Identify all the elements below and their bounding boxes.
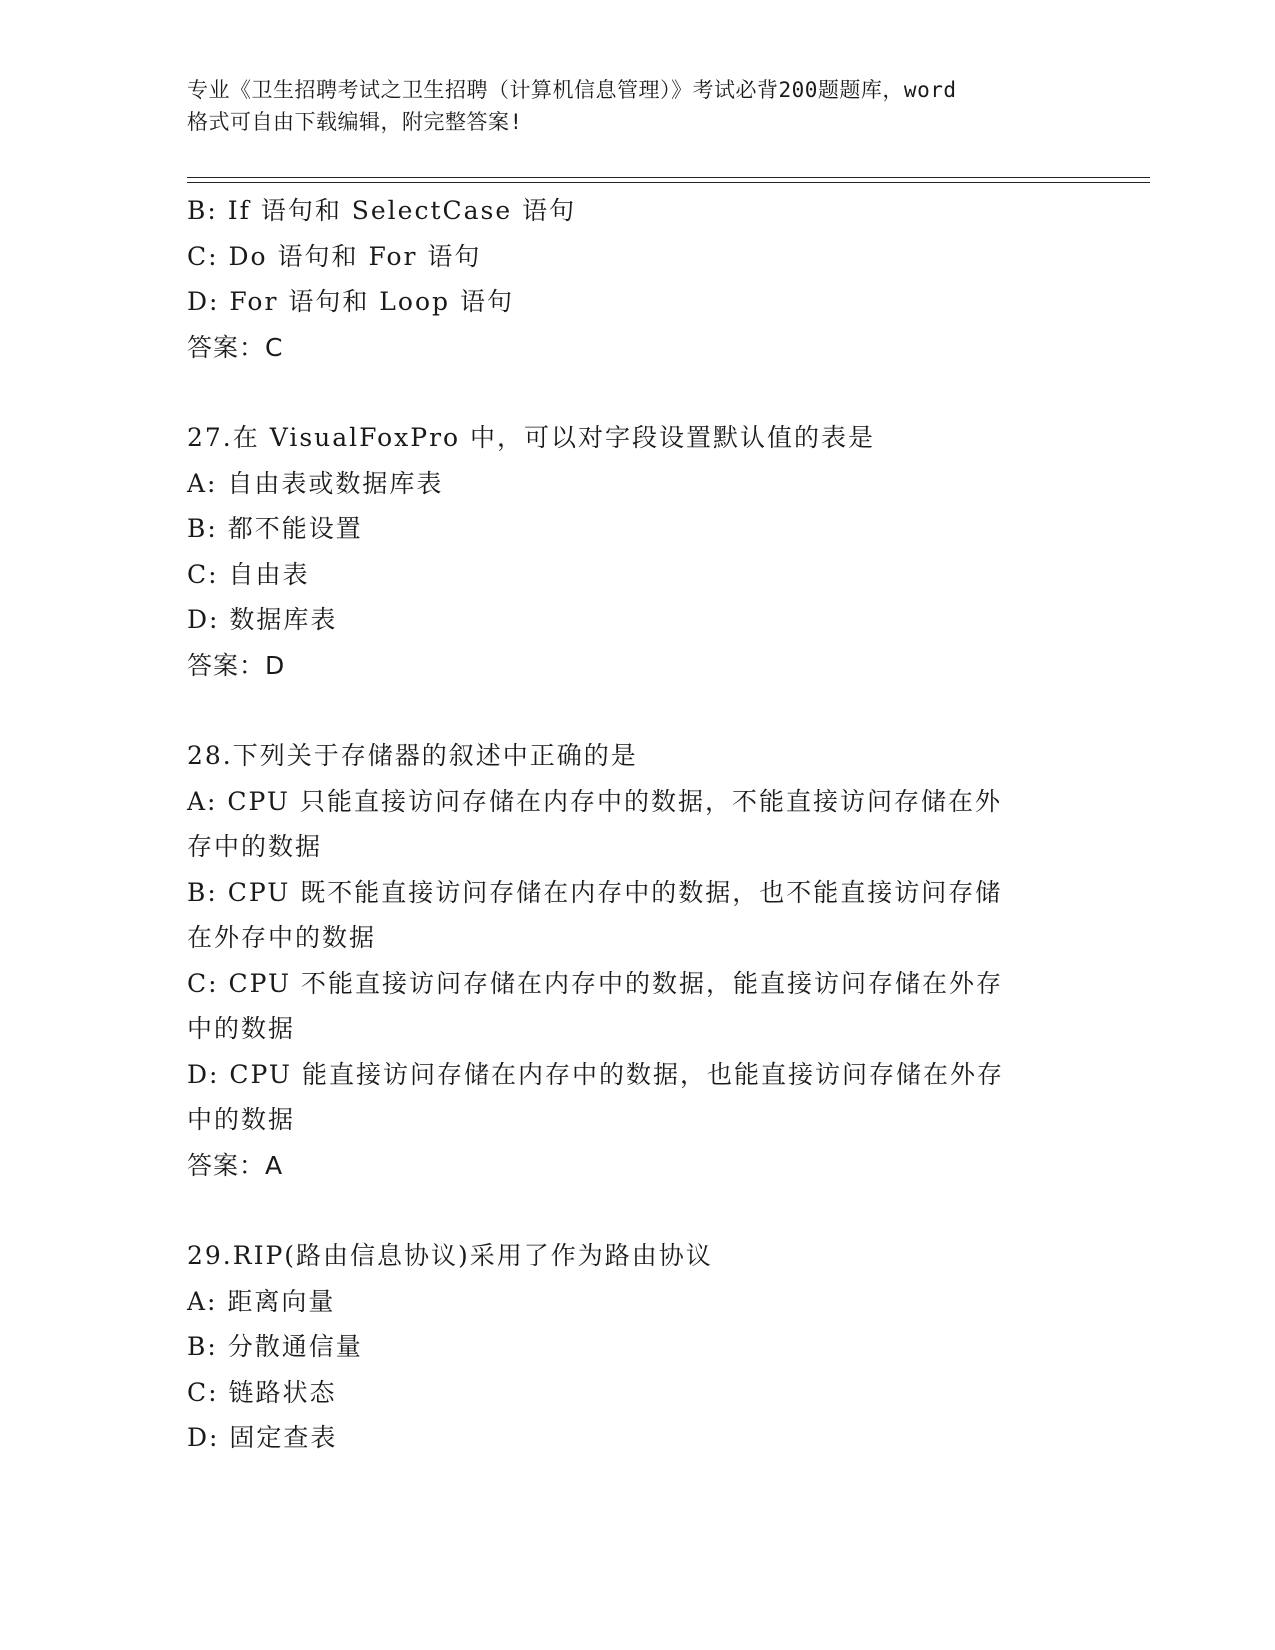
- option-d: D: 数据库表: [187, 605, 338, 634]
- answer-label: 答案：C: [187, 332, 284, 362]
- document-header: [187, 74, 1087, 138]
- spacer: [187, 370, 1087, 415]
- option-a: A: 自由表或数据库表: [187, 468, 444, 498]
- question-block-27: [187, 415, 1087, 688]
- option-b: B: If 语句和 SelectCase 语句: [187, 196, 577, 225]
- option-c: C: 自由表: [187, 559, 310, 589]
- answer-label: 答案：D: [187, 650, 286, 680]
- spacer: [187, 1188, 1087, 1233]
- option-d: D: CPU 能直接访问存储在内存中的数据，也能直接访问存储在外存中的数据: [187, 1059, 1004, 1134]
- header-line-2: 格式可自由下载编辑，附完整答案!: [187, 110, 523, 134]
- header-divider-top: [187, 177, 1150, 178]
- question-block-28: [187, 733, 1027, 1188]
- question-text: 28.下列关于存储器的叙述中正确的是: [187, 741, 638, 770]
- answer-label: 答案：A: [187, 1150, 284, 1180]
- option-c: C: 链路状态: [187, 1377, 337, 1407]
- option-c: C: Do 语句和 For 语句: [187, 241, 482, 271]
- question-text: 27.在 VisualFoxPro 中，可以对字段设置默认值的表是: [187, 423, 876, 452]
- header-line-1: 专业《卫生招聘考试之卫生招聘（计算机信息管理）》考试必背200题题库，word: [187, 78, 957, 102]
- option-b: B: CPU 既不能直接访问存储在内存中的数据，也不能直接访问存储在外存中的数据: [187, 877, 1003, 952]
- document-body: [187, 188, 1087, 1461]
- option-a: A: 距离向量: [187, 1286, 336, 1316]
- spacer: [187, 688, 1087, 733]
- option-a: A: CPU 只能直接访问存储在内存中的数据，不能直接访问存储在外存中的数据: [187, 786, 1002, 861]
- option-c: C: CPU 不能直接访问存储在内存中的数据，能直接访问存储在外存中的数据: [187, 968, 1004, 1043]
- question-block-26: [187, 188, 1087, 370]
- option-d: D: 固定查表: [187, 1423, 338, 1452]
- question-text: 29.RIP(路由信息协议)采用了作为路由协议: [187, 1241, 713, 1270]
- option-b: B: 都不能设置: [187, 514, 363, 543]
- header-divider-bottom: [187, 182, 1150, 183]
- option-b: B: 分散通信量: [187, 1332, 363, 1361]
- option-d: D: For 语句和 Loop 语句: [187, 287, 514, 316]
- question-block-29: [187, 1233, 1087, 1461]
